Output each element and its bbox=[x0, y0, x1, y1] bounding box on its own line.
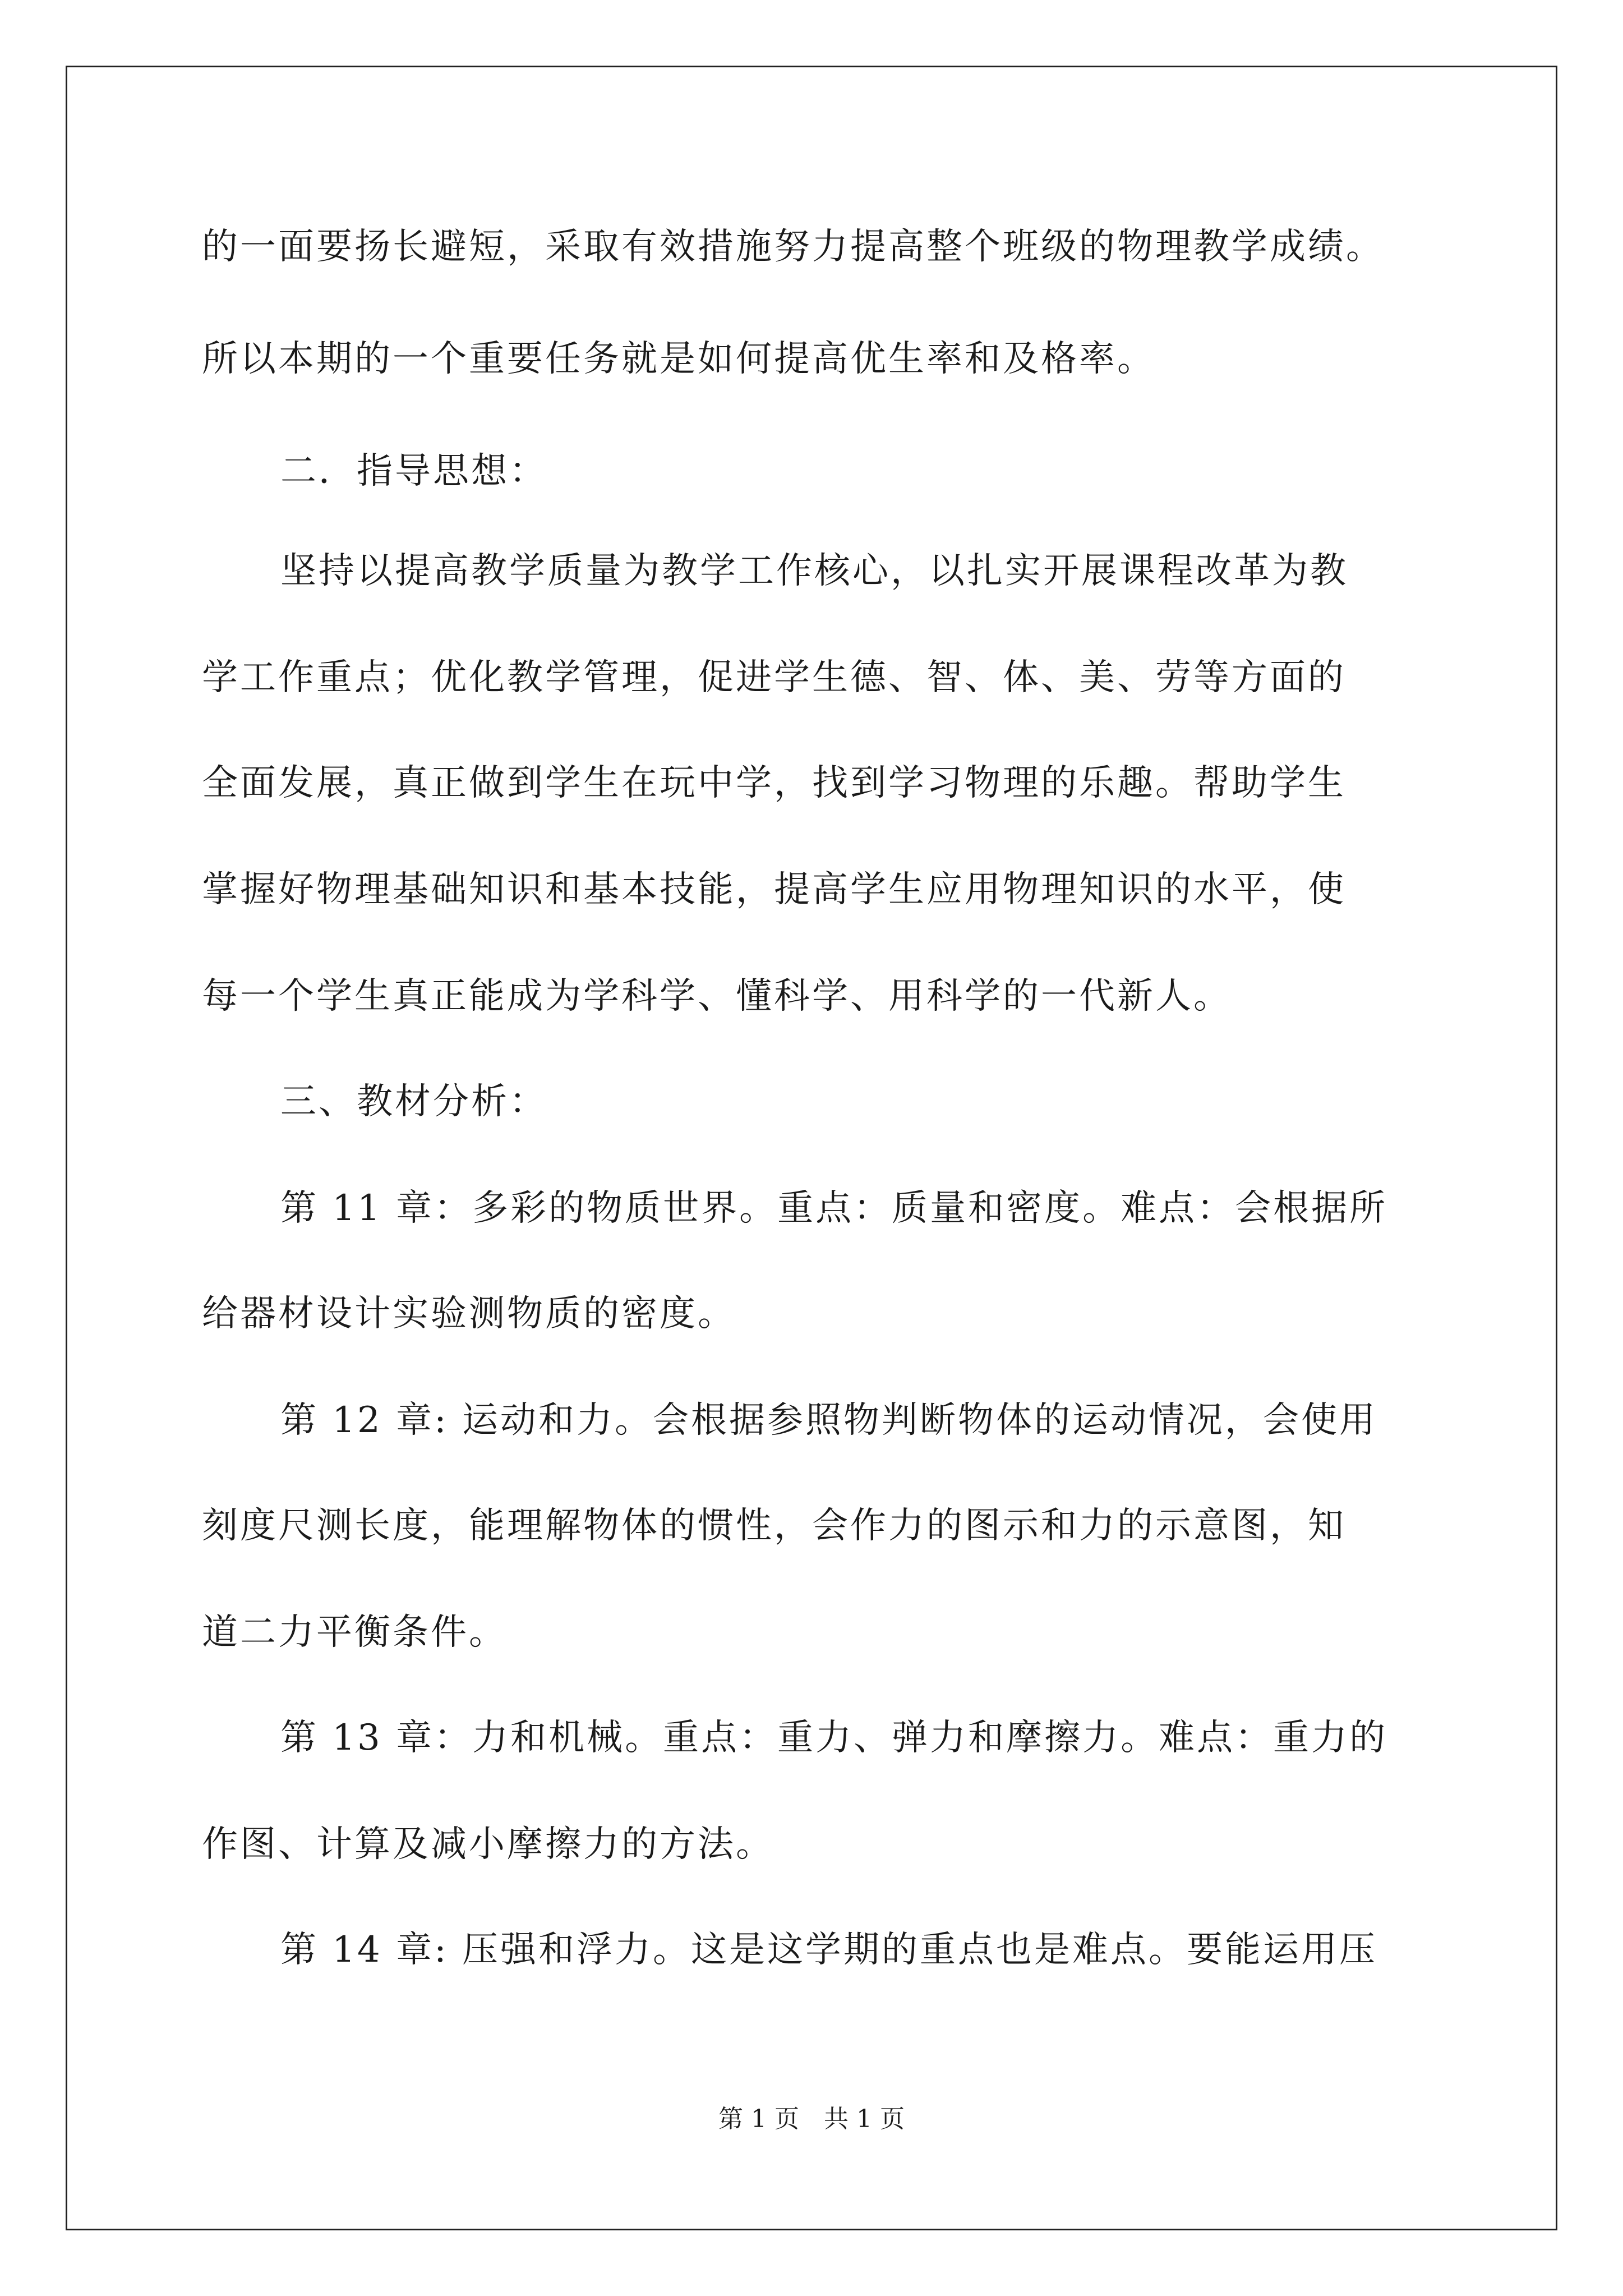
section-heading: 三、教材分析： bbox=[280, 1081, 547, 1122]
body-line: 刻度尺测长度，能理解物体的惯性，会作力的图示和力的示意图，知 bbox=[202, 1505, 1346, 1547]
body-line: 道二力平衡条件。 bbox=[202, 1612, 507, 1653]
body-line: 全面发展，真正做到学生在玩中学，找到学习物理的乐趣。帮助学生 bbox=[202, 762, 1346, 804]
body-line: 第 13 章：力和机械。重点：重力、弹力和摩擦力。难点：重力的 bbox=[280, 1717, 1388, 1759]
body-line: 第 11 章：多彩的物质世界。重点：质量和密度。难点：会根据所 bbox=[280, 1188, 1388, 1229]
body-line: 每一个学生真正能成为学科学、懂科学、用科学的一代新人。 bbox=[202, 976, 1232, 1017]
body-line: 的一面要扬长避短，采取有效措施努力提高整个班级的物理教学成绩。 bbox=[202, 226, 1384, 268]
body-line: 所以本期的一个重要任务就是如何提高优生率和及格率。 bbox=[202, 338, 1155, 380]
body-line: 给器材设计实验测物质的密度。 bbox=[202, 1293, 736, 1335]
section-heading: 二．指导思想： bbox=[280, 450, 547, 492]
body-line: 坚持以提高教学质量为教学工作核心，以扎实开展课程改革为教 bbox=[280, 550, 1348, 592]
body-line: 学工作重点；优化教学管理，促进学生德、智、体、美、劳等方面的 bbox=[202, 657, 1346, 698]
body-line: 第 12 章: 运动和力。会根据参照物判断物体的运动情况，会使用 bbox=[280, 1400, 1378, 1441]
page-border bbox=[66, 66, 1557, 2230]
body-line: 掌握好物理基础知识和基本技能，提高学生应用物理知识的水平，使 bbox=[202, 869, 1346, 910]
body-line: 第 14 章: 压强和浮力。这是这学期的重点也是难点。要能运用压 bbox=[280, 1929, 1378, 1971]
page-number-footer: 第 1 页 共 1 页 bbox=[718, 2105, 905, 2133]
body-line: 作图、计算及减小摩擦力的方法。 bbox=[202, 1824, 774, 1865]
